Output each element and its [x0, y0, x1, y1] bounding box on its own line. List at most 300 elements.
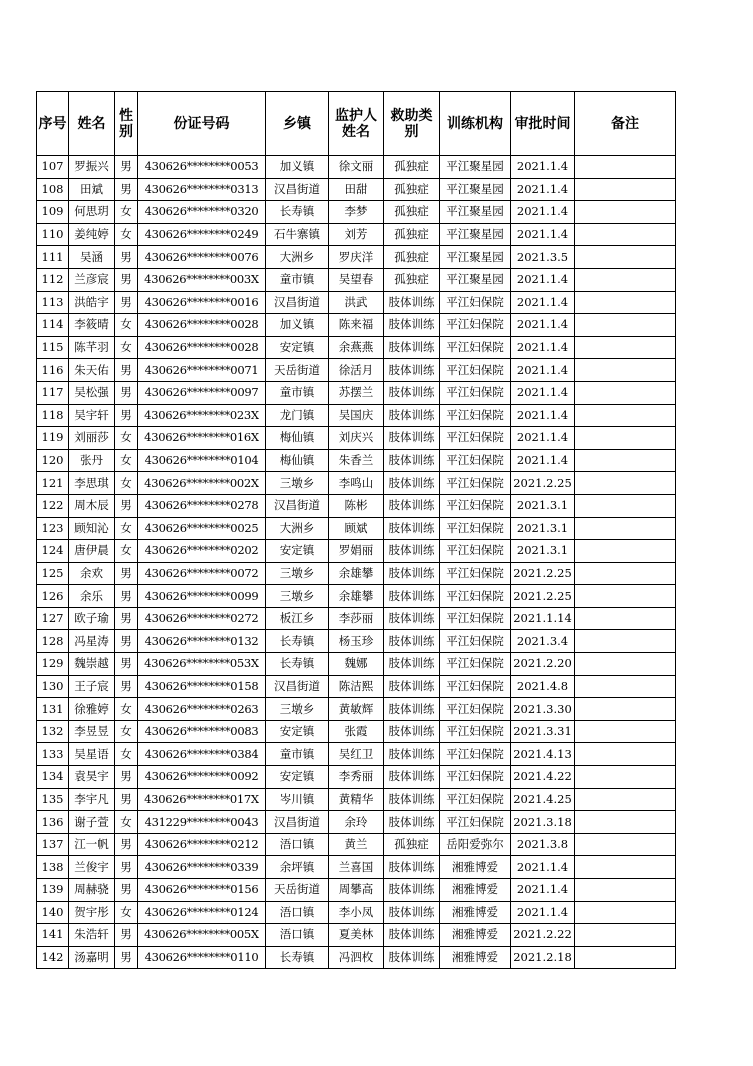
- cell-remarks: [575, 720, 676, 743]
- cell-id-number: 430626********0028: [138, 336, 266, 359]
- cell-institution: 湘雅博爱: [440, 856, 511, 879]
- cell-institution: 平江聚星园: [440, 223, 511, 246]
- cell-institution: 平江妇保院: [440, 336, 511, 359]
- cell-guardian: 李梦: [329, 201, 384, 224]
- cell-serial: 120: [37, 449, 69, 472]
- cell-name: 周木辰: [69, 494, 115, 517]
- cell-id-number: 430626********0272: [138, 607, 266, 630]
- cell-id-number: 430626********0071: [138, 359, 266, 382]
- cell-id-number: 430626********0156: [138, 879, 266, 902]
- cell-approval-date: 2021.1.4: [511, 314, 575, 337]
- cell-aid-type: 肢体训练: [384, 946, 440, 969]
- cell-id-number: 430626********0158: [138, 675, 266, 698]
- cell-name: 魏崇越: [69, 653, 115, 676]
- cell-guardian: 罗娟丽: [329, 540, 384, 563]
- cell-remarks: [575, 156, 676, 179]
- cell-town: 石牛寨镇: [266, 223, 329, 246]
- cell-gender: 女: [115, 314, 138, 337]
- cell-institution: 平江妇保院: [440, 494, 511, 517]
- cell-remarks: [575, 517, 676, 540]
- cell-aid-type: 肢体训练: [384, 562, 440, 585]
- cell-id-number: 430626********0384: [138, 743, 266, 766]
- cell-name: 罗振兴: [69, 156, 115, 179]
- cell-approval-date: 2021.1.4: [511, 879, 575, 902]
- cell-id-number: 430626********0072: [138, 562, 266, 585]
- cell-guardian: 陈彬: [329, 494, 384, 517]
- table-row: [37, 675, 676, 698]
- cell-aid-type: 肢体训练: [384, 924, 440, 947]
- header-gender: 性别: [115, 92, 138, 156]
- table-row: [37, 607, 676, 630]
- cell-institution: 平江妇保院: [440, 562, 511, 585]
- cell-name: 朱天佑: [69, 359, 115, 382]
- table-row: [37, 449, 676, 472]
- cell-remarks: [575, 788, 676, 811]
- cell-guardian: 兰喜国: [329, 856, 384, 879]
- cell-serial: 137: [37, 833, 69, 856]
- cell-name: 吴涵: [69, 246, 115, 269]
- cell-gender: 女: [115, 336, 138, 359]
- cell-guardian: 余燕燕: [329, 336, 384, 359]
- cell-gender: 女: [115, 472, 138, 495]
- cell-serial: 116: [37, 359, 69, 382]
- cell-serial: 107: [37, 156, 69, 179]
- cell-aid-type: 肢体训练: [384, 449, 440, 472]
- cell-institution: 平江妇保院: [440, 404, 511, 427]
- cell-remarks: [575, 856, 676, 879]
- header-serial: 序号: [37, 92, 69, 156]
- cell-approval-date: 2021.3.5: [511, 246, 575, 269]
- cell-id-number: 430626********0097: [138, 381, 266, 404]
- cell-serial: 136: [37, 811, 69, 834]
- cell-name: 李思琪: [69, 472, 115, 495]
- cell-name: 李宇凡: [69, 788, 115, 811]
- cell-aid-type: 肢体训练: [384, 698, 440, 721]
- cell-approval-date: 2021.1.4: [511, 223, 575, 246]
- cell-remarks: [575, 946, 676, 969]
- cell-guardian: 李鸣山: [329, 472, 384, 495]
- cell-gender: 男: [115, 653, 138, 676]
- cell-remarks: [575, 766, 676, 789]
- table-row: [37, 359, 676, 382]
- cell-institution: 平江聚星园: [440, 156, 511, 179]
- cell-institution: 岳阳爱弥尔: [440, 833, 511, 856]
- table-row: [37, 156, 676, 179]
- cell-town: 安定镇: [266, 720, 329, 743]
- cell-town: 长寿镇: [266, 653, 329, 676]
- cell-approval-date: 2021.1.4: [511, 856, 575, 879]
- cell-aid-type: 肢体训练: [384, 743, 440, 766]
- cell-remarks: [575, 178, 676, 201]
- cell-remarks: [575, 427, 676, 450]
- cell-aid-type: 肢体训练: [384, 630, 440, 653]
- table-row: [37, 178, 676, 201]
- cell-remarks: [575, 494, 676, 517]
- cell-gender: 男: [115, 494, 138, 517]
- cell-institution: 平江妇保院: [440, 291, 511, 314]
- cell-name: 余乐: [69, 585, 115, 608]
- header-name: 姓名: [69, 92, 115, 156]
- cell-name: 谢子萱: [69, 811, 115, 834]
- cell-id-number: 430626********023X: [138, 404, 266, 427]
- cell-gender: 女: [115, 720, 138, 743]
- cell-serial: 129: [37, 653, 69, 676]
- cell-id-number: 430626********016X: [138, 427, 266, 450]
- cell-remarks: [575, 268, 676, 291]
- cell-guardian: 李秀丽: [329, 766, 384, 789]
- cell-serial: 127: [37, 607, 69, 630]
- cell-institution: 平江聚星园: [440, 246, 511, 269]
- cell-town: 余坪镇: [266, 856, 329, 879]
- cell-approval-date: 2021.1.14: [511, 607, 575, 630]
- cell-gender: 男: [115, 607, 138, 630]
- cell-serial: 125: [37, 562, 69, 585]
- table-row: [37, 291, 676, 314]
- cell-guardian: 田甜: [329, 178, 384, 201]
- cell-institution: 平江妇保院: [440, 630, 511, 653]
- cell-id-number: 430626********0025: [138, 517, 266, 540]
- cell-approval-date: 2021.3.1: [511, 517, 575, 540]
- cell-guardian: 陈来福: [329, 314, 384, 337]
- cell-id-number: 430626********003X: [138, 268, 266, 291]
- cell-serial: 133: [37, 743, 69, 766]
- cell-town: 童市镇: [266, 381, 329, 404]
- cell-name: 兰俊宇: [69, 856, 115, 879]
- cell-town: 岑川镇: [266, 788, 329, 811]
- table-row: [37, 404, 676, 427]
- cell-gender: 男: [115, 879, 138, 902]
- records-table: [36, 91, 676, 969]
- cell-name: 欧子瑜: [69, 607, 115, 630]
- table-row: [37, 924, 676, 947]
- cell-remarks: [575, 585, 676, 608]
- table-row: [37, 201, 676, 224]
- cell-approval-date: 2021.1.4: [511, 156, 575, 179]
- cell-town: 加义镇: [266, 314, 329, 337]
- cell-aid-type: 肢体训练: [384, 472, 440, 495]
- header-approval-date: 审批时间: [511, 92, 575, 156]
- cell-name: 唐伊晨: [69, 540, 115, 563]
- cell-gender: 男: [115, 833, 138, 856]
- table-row: [37, 314, 676, 337]
- cell-approval-date: 2021.2.25: [511, 585, 575, 608]
- cell-town: 汉昌街道: [266, 811, 329, 834]
- table-row: [37, 653, 676, 676]
- cell-aid-type: 肢体训练: [384, 653, 440, 676]
- cell-approval-date: 2021.1.4: [511, 178, 575, 201]
- cell-approval-date: 2021.3.30: [511, 698, 575, 721]
- table-row: [37, 585, 676, 608]
- table-row: [37, 946, 676, 969]
- cell-guardian: 李莎丽: [329, 607, 384, 630]
- cell-town: 梅仙镇: [266, 449, 329, 472]
- cell-name: 王子宸: [69, 675, 115, 698]
- cell-institution: 平江聚星园: [440, 201, 511, 224]
- cell-town: 三墩乡: [266, 562, 329, 585]
- cell-gender: 女: [115, 698, 138, 721]
- cell-name: 周赫骁: [69, 879, 115, 902]
- cell-institution: 平江妇保院: [440, 653, 511, 676]
- table-row: [37, 517, 676, 540]
- cell-approval-date: 2021.3.31: [511, 720, 575, 743]
- cell-name: 朱浩轩: [69, 924, 115, 947]
- cell-remarks: [575, 472, 676, 495]
- cell-institution: 平江聚星园: [440, 268, 511, 291]
- cell-gender: 男: [115, 381, 138, 404]
- cell-aid-type: 肢体训练: [384, 404, 440, 427]
- cell-approval-date: 2021.2.25: [511, 472, 575, 495]
- cell-guardian: 徐活月: [329, 359, 384, 382]
- cell-institution: 平江妇保院: [440, 359, 511, 382]
- cell-institution: 平江妇保院: [440, 788, 511, 811]
- cell-aid-type: 肢体训练: [384, 720, 440, 743]
- table-row: [37, 223, 676, 246]
- cell-gender: 男: [115, 924, 138, 947]
- cell-name: 刘丽莎: [69, 427, 115, 450]
- cell-gender: 男: [115, 268, 138, 291]
- cell-aid-type: 孤独症: [384, 833, 440, 856]
- cell-institution: 平江妇保院: [440, 675, 511, 698]
- cell-institution: 平江妇保院: [440, 698, 511, 721]
- cell-approval-date: 2021.1.4: [511, 449, 575, 472]
- cell-remarks: [575, 381, 676, 404]
- cell-serial: 122: [37, 494, 69, 517]
- cell-town: 大洲乡: [266, 246, 329, 269]
- cell-id-number: 430626********0124: [138, 901, 266, 924]
- cell-remarks: [575, 743, 676, 766]
- cell-aid-type: 孤独症: [384, 201, 440, 224]
- cell-town: 板江乡: [266, 607, 329, 630]
- cell-gender: 女: [115, 427, 138, 450]
- cell-remarks: [575, 201, 676, 224]
- cell-remarks: [575, 314, 676, 337]
- cell-id-number: 430626********0249: [138, 223, 266, 246]
- cell-gender: 男: [115, 856, 138, 879]
- cell-id-number: 430626********0313: [138, 178, 266, 201]
- cell-approval-date: 2021.1.4: [511, 359, 575, 382]
- table-row: [37, 472, 676, 495]
- cell-serial: 140: [37, 901, 69, 924]
- cell-gender: 男: [115, 630, 138, 653]
- cell-remarks: [575, 630, 676, 653]
- cell-gender: 女: [115, 517, 138, 540]
- cell-gender: 女: [115, 743, 138, 766]
- table-row: [37, 246, 676, 269]
- cell-serial: 132: [37, 720, 69, 743]
- cell-serial: 117: [37, 381, 69, 404]
- cell-id-number: 430626********0320: [138, 201, 266, 224]
- cell-aid-type: 肢体训练: [384, 336, 440, 359]
- cell-guardian: 余雄攀: [329, 585, 384, 608]
- cell-institution: 平江妇保院: [440, 540, 511, 563]
- cell-institution: 平江妇保院: [440, 811, 511, 834]
- cell-serial: 134: [37, 766, 69, 789]
- cell-serial: 141: [37, 924, 69, 947]
- cell-guardian: 杨玉珍: [329, 630, 384, 653]
- cell-gender: 女: [115, 201, 138, 224]
- cell-town: 梅仙镇: [266, 427, 329, 450]
- cell-town: 大洲乡: [266, 517, 329, 540]
- cell-gender: 女: [115, 811, 138, 834]
- cell-aid-type: 肢体训练: [384, 856, 440, 879]
- cell-name: 田斌: [69, 178, 115, 201]
- table-row: [37, 494, 676, 517]
- cell-gender: 男: [115, 766, 138, 789]
- cell-name: 李昱昱: [69, 720, 115, 743]
- cell-guardian: 吴红卫: [329, 743, 384, 766]
- cell-id-number: 430626********0104: [138, 449, 266, 472]
- cell-aid-type: 肢体训练: [384, 901, 440, 924]
- cell-serial: 112: [37, 268, 69, 291]
- table-row: [37, 720, 676, 743]
- cell-aid-type: 孤独症: [384, 156, 440, 179]
- cell-institution: 湘雅博爱: [440, 901, 511, 924]
- table-row: [37, 540, 676, 563]
- cell-town: 三墩乡: [266, 472, 329, 495]
- cell-name: 张丹: [69, 449, 115, 472]
- cell-guardian: 黄敏辉: [329, 698, 384, 721]
- cell-serial: 126: [37, 585, 69, 608]
- cell-approval-date: 2021.2.18: [511, 946, 575, 969]
- cell-id-number: 430626********0263: [138, 698, 266, 721]
- cell-guardian: 刘芳: [329, 223, 384, 246]
- cell-aid-type: 孤独症: [384, 246, 440, 269]
- cell-town: 浯口镇: [266, 924, 329, 947]
- cell-institution: 平江聚星园: [440, 178, 511, 201]
- cell-town: 长寿镇: [266, 201, 329, 224]
- cell-guardian: 徐文丽: [329, 156, 384, 179]
- cell-town: 童市镇: [266, 268, 329, 291]
- cell-serial: 114: [37, 314, 69, 337]
- cell-approval-date: 2021.1.4: [511, 268, 575, 291]
- cell-name: 兰彦宸: [69, 268, 115, 291]
- cell-remarks: [575, 404, 676, 427]
- cell-institution: 平江妇保院: [440, 743, 511, 766]
- cell-id-number: 430626********0053: [138, 156, 266, 179]
- cell-institution: 平江妇保院: [440, 766, 511, 789]
- cell-approval-date: 2021.3.18: [511, 811, 575, 834]
- cell-approval-date: 2021.4.22: [511, 766, 575, 789]
- header-aid-type: 救助类别: [384, 92, 440, 156]
- cell-institution: 平江妇保院: [440, 472, 511, 495]
- table-row: [37, 766, 676, 789]
- cell-approval-date: 2021.3.4: [511, 630, 575, 653]
- cell-name: 汤嘉明: [69, 946, 115, 969]
- cell-serial: 110: [37, 223, 69, 246]
- cell-id-number: 430626********017X: [138, 788, 266, 811]
- cell-name: 贺宇彤: [69, 901, 115, 924]
- table-row: [37, 879, 676, 902]
- cell-approval-date: 2021.1.4: [511, 381, 575, 404]
- cell-serial: 139: [37, 879, 69, 902]
- cell-approval-date: 2021.2.20: [511, 653, 575, 676]
- cell-serial: 131: [37, 698, 69, 721]
- cell-remarks: [575, 879, 676, 902]
- cell-id-number: 430626********0202: [138, 540, 266, 563]
- cell-town: 安定镇: [266, 336, 329, 359]
- cell-remarks: [575, 924, 676, 947]
- header-guardian: 监护人姓名: [329, 92, 384, 156]
- cell-approval-date: 2021.3.1: [511, 494, 575, 517]
- cell-approval-date: 2021.2.25: [511, 562, 575, 585]
- cell-gender: 女: [115, 223, 138, 246]
- cell-name: 吴松强: [69, 381, 115, 404]
- cell-institution: 平江妇保院: [440, 449, 511, 472]
- cell-approval-date: 2021.1.4: [511, 427, 575, 450]
- cell-remarks: [575, 653, 676, 676]
- cell-id-number: 430626********0132: [138, 630, 266, 653]
- cell-serial: 130: [37, 675, 69, 698]
- cell-aid-type: 肢体训练: [384, 540, 440, 563]
- table-row: [37, 833, 676, 856]
- cell-id-number: 430626********0110: [138, 946, 266, 969]
- cell-name: 李筱晴: [69, 314, 115, 337]
- cell-remarks: [575, 562, 676, 585]
- cell-town: 安定镇: [266, 766, 329, 789]
- cell-guardian: 夏美林: [329, 924, 384, 947]
- cell-serial: 115: [37, 336, 69, 359]
- cell-name: 吴宇轩: [69, 404, 115, 427]
- cell-serial: 123: [37, 517, 69, 540]
- table-row: [37, 268, 676, 291]
- cell-aid-type: 肢体训练: [384, 607, 440, 630]
- cell-aid-type: 肢体训练: [384, 766, 440, 789]
- cell-institution: 平江妇保院: [440, 517, 511, 540]
- cell-aid-type: 肢体训练: [384, 675, 440, 698]
- cell-approval-date: 2021.1.4: [511, 404, 575, 427]
- cell-id-number: 430626********0099: [138, 585, 266, 608]
- cell-guardian: 苏摆兰: [329, 381, 384, 404]
- cell-name: 何思玥: [69, 201, 115, 224]
- table-row: [37, 630, 676, 653]
- cell-remarks: [575, 291, 676, 314]
- cell-gender: 男: [115, 675, 138, 698]
- cell-approval-date: 2021.3.1: [511, 540, 575, 563]
- cell-aid-type: 肢体训练: [384, 517, 440, 540]
- cell-remarks: [575, 449, 676, 472]
- cell-serial: 142: [37, 946, 69, 969]
- cell-guardian: 余玲: [329, 811, 384, 834]
- cell-aid-type: 孤独症: [384, 178, 440, 201]
- table-row: [37, 698, 676, 721]
- cell-aid-type: 肢体训练: [384, 291, 440, 314]
- cell-name: 余欢: [69, 562, 115, 585]
- cell-approval-date: 2021.1.4: [511, 336, 575, 359]
- cell-town: 汉昌街道: [266, 675, 329, 698]
- cell-serial: 113: [37, 291, 69, 314]
- cell-name: 洪皓宇: [69, 291, 115, 314]
- cell-guardian: 陈洁熙: [329, 675, 384, 698]
- table-row: [37, 901, 676, 924]
- header-town: 乡镇: [266, 92, 329, 156]
- cell-gender: 女: [115, 540, 138, 563]
- cell-remarks: [575, 901, 676, 924]
- cell-serial: 118: [37, 404, 69, 427]
- cell-id-number: 431229********0043: [138, 811, 266, 834]
- table-row: [37, 856, 676, 879]
- cell-serial: 109: [37, 201, 69, 224]
- cell-remarks: [575, 675, 676, 698]
- table-body: [37, 156, 676, 969]
- cell-guardian: 朱香兰: [329, 449, 384, 472]
- cell-name: 江一帆: [69, 833, 115, 856]
- cell-id-number: 430626********0092: [138, 766, 266, 789]
- cell-id-number: 430626********0083: [138, 720, 266, 743]
- cell-guardian: 余雄攀: [329, 562, 384, 585]
- cell-name: 袁昊宇: [69, 766, 115, 789]
- cell-gender: 男: [115, 404, 138, 427]
- cell-gender: 女: [115, 449, 138, 472]
